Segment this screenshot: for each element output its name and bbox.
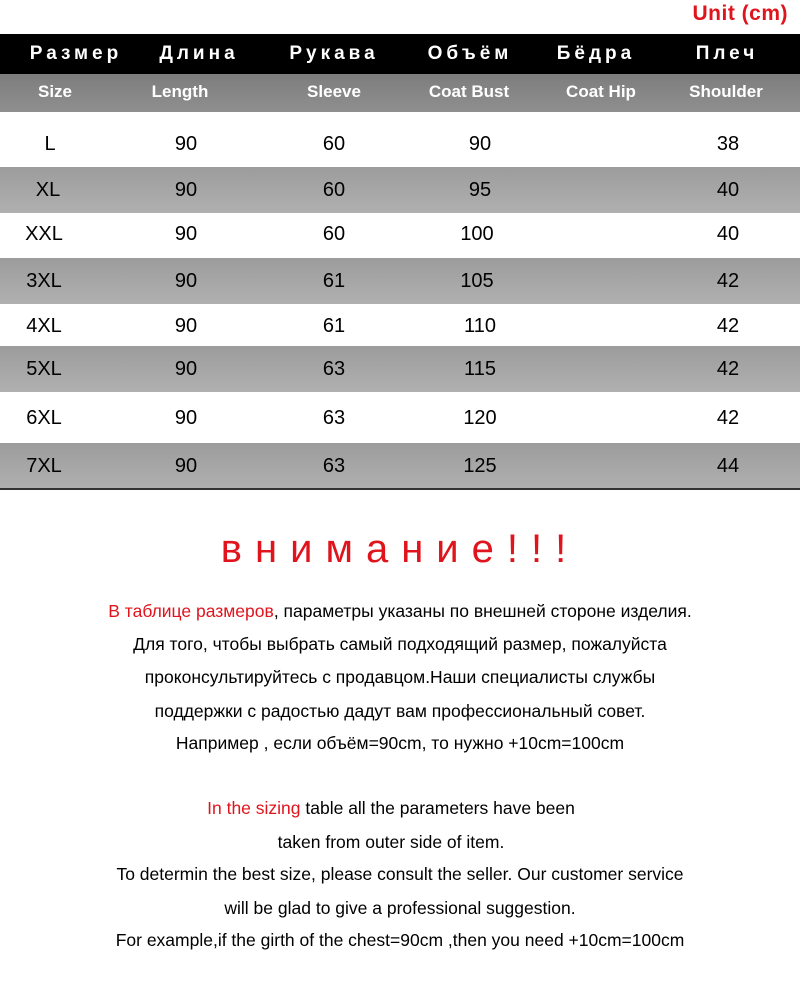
notice-en-line-4: will be glad to give a professional suggestion.	[224, 898, 576, 918]
cell-sleeve: 61	[322, 270, 346, 292]
header-en-length: Length	[151, 82, 209, 101]
cell-sleeve: 61	[322, 315, 346, 337]
notice-ru-line-2: Для того, чтобы выбрать самый подходящий размер, пожалуйста	[133, 634, 667, 654]
notice-en-line-2: taken from outer side of item.	[277, 832, 505, 852]
cell-shoulder: 44	[716, 455, 740, 477]
cell-bust: 105	[460, 270, 494, 292]
cell-bust: 125	[463, 455, 497, 477]
table-row	[0, 303, 800, 349]
notice-ru-highlight: В таблице размеров	[108, 601, 274, 621]
cell-size: 3XL	[26, 270, 62, 292]
cell-bust: 100	[460, 223, 494, 245]
header-ru-hip: Бёдра	[556, 43, 636, 64]
header-ru-length: Длина	[159, 43, 239, 64]
cell-shoulder: 42	[716, 407, 740, 429]
cell-sleeve: 63	[322, 358, 346, 380]
notice-en-line-1-text: table all the parameters have been	[300, 798, 575, 818]
attention-heading: внимание!!!	[220, 527, 580, 571]
table-row	[0, 258, 800, 304]
cell-size: XL	[35, 179, 61, 201]
notice-ru-line-1	[0, 601, 800, 622]
table-row	[0, 346, 800, 392]
cell-size: 7XL	[26, 455, 62, 477]
header-row-english	[0, 74, 800, 112]
cell-length: 90	[174, 223, 198, 245]
cell-length: 90	[174, 455, 198, 477]
table-row	[0, 121, 800, 167]
cell-sleeve: 63	[322, 455, 346, 477]
table-row	[0, 211, 800, 257]
cell-size: 4XL	[26, 315, 62, 337]
cell-shoulder: 40	[716, 223, 740, 245]
header-en-hip: Coat Hip	[566, 82, 636, 101]
notice-en-highlight: In the sizing	[207, 798, 301, 818]
cell-length: 90	[174, 407, 198, 429]
cell-size: 6XL	[26, 407, 62, 429]
table-row	[0, 443, 800, 489]
cell-sleeve: 60	[322, 133, 346, 155]
header-ru-size: Размер	[29, 43, 123, 64]
cell-size: L	[44, 133, 56, 155]
cell-bust: 110	[464, 315, 496, 337]
header-ru-bust: Объём	[427, 43, 513, 64]
cell-size: XXL	[25, 223, 63, 245]
notice-ru-line-4: поддержки с радостью дадут вам профессиональный совет.	[154, 701, 646, 721]
cell-sleeve: 60	[322, 179, 346, 201]
notice-ru-line-3: проконсультируйтесь с продавцом.Наши специалисты службы	[144, 667, 656, 687]
cell-bust: 95	[468, 179, 492, 201]
header-en-sleeve: Sleeve	[307, 82, 361, 101]
cell-length: 90	[174, 315, 198, 337]
cell-shoulder: 40	[716, 179, 740, 201]
cell-length: 90	[174, 179, 198, 201]
cell-shoulder: 42	[716, 270, 740, 292]
table-bottom-divider	[0, 488, 800, 490]
cell-sleeve: 60	[322, 223, 346, 245]
notice-en-line-3: To determin the best size, please consult the seller. Our customer service	[116, 864, 684, 884]
cell-size: 5XL	[26, 358, 62, 380]
cell-sleeve: 63	[322, 407, 346, 429]
cell-length: 90	[174, 133, 198, 155]
notice-ru-line-1-text: , параметры указаны по внешней стороне изделия.	[273, 601, 692, 621]
table-row	[0, 395, 800, 441]
cell-shoulder: 42	[716, 358, 740, 380]
cell-length: 90	[174, 270, 198, 292]
table-row	[0, 167, 800, 213]
cell-bust: 115	[464, 358, 496, 380]
notice-en-line-5: For example,if the girth of the chest=90cm ,then you need +10cm=100cm	[115, 930, 685, 950]
header-en-size: Size	[37, 82, 73, 101]
cell-shoulder: 42	[716, 315, 740, 337]
cell-bust: 120	[463, 407, 497, 429]
cell-length: 90	[174, 358, 198, 380]
cell-bust: 90	[468, 133, 492, 155]
unit-label: Unit (cm)	[692, 2, 788, 25]
header-en-shoulder: Shoulder	[689, 82, 763, 101]
header-ru-shoulder: Плеч	[695, 43, 759, 64]
header-en-bust: Coat Bust	[428, 82, 510, 101]
notice-en-line-1	[0, 798, 791, 819]
header-row-russian	[0, 34, 800, 74]
cell-shoulder: 38	[716, 133, 740, 155]
notice-ru-line-5: Например , если объём=90cm, то нужно +10cm=100cm	[175, 733, 625, 753]
header-ru-sleeve: Рукава	[289, 43, 379, 64]
